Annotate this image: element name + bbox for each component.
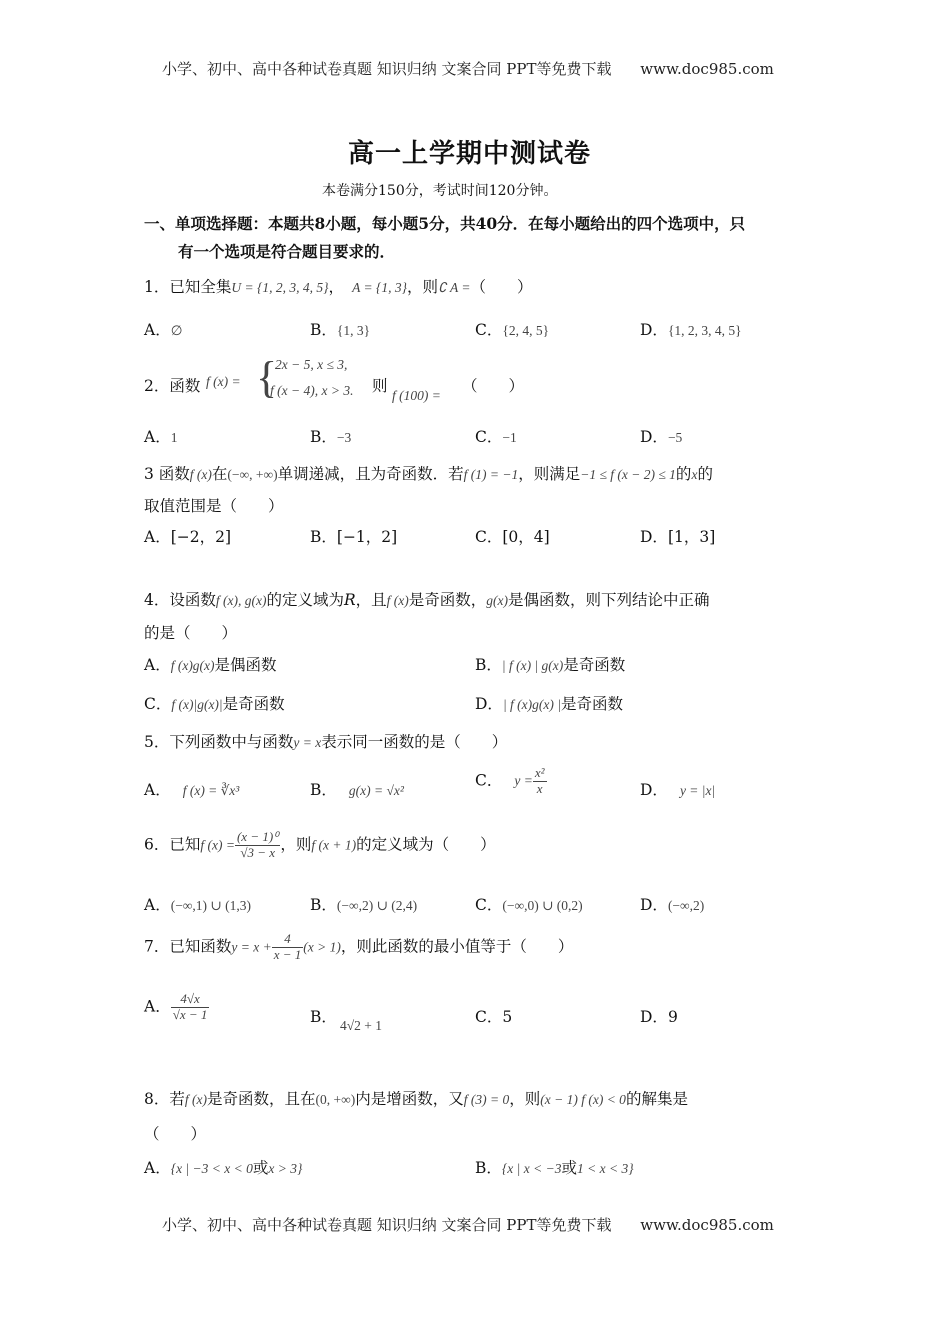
fraction-numerator: 4 bbox=[272, 932, 304, 948]
option-value: (−∞,0) ∪ (0,2) bbox=[502, 898, 583, 913]
option-label: B． bbox=[310, 781, 337, 799]
q4-option-b[interactable] bbox=[475, 653, 625, 675]
q1-complement: ∁ A = bbox=[438, 280, 471, 295]
option-label: D． bbox=[640, 1008, 668, 1026]
q4-t3: 是奇函数， bbox=[408, 591, 487, 609]
option-text: 是偶函数 bbox=[214, 656, 277, 674]
option-label: C． bbox=[475, 428, 503, 446]
q7-option-b[interactable] bbox=[310, 1005, 337, 1027]
option-label: B． bbox=[310, 528, 337, 546]
q6-f1: f (x + 1) bbox=[311, 837, 357, 853]
q2-option-a[interactable] bbox=[144, 425, 177, 447]
q4-t4: 是偶函数，则下列结论中正确 bbox=[508, 591, 710, 609]
option-label: C． bbox=[475, 896, 503, 914]
option-label: A． bbox=[144, 321, 171, 339]
option-label: A． bbox=[144, 656, 171, 674]
q8-interval: (0, +∞) bbox=[315, 1092, 356, 1107]
option-label: D． bbox=[640, 428, 668, 446]
q3-t2: 单调递减，且为奇函数．若 bbox=[277, 465, 464, 483]
option-label: A． bbox=[144, 997, 171, 1016]
q1-set-a: A = {1, 3} bbox=[352, 280, 407, 295]
q2-paren: （ ） bbox=[462, 377, 525, 395]
option-math: f (x)g(x) bbox=[170, 658, 215, 673]
q5-option-d[interactable] bbox=[640, 778, 715, 800]
option-value: (−∞,1) ∪ (1,3) bbox=[170, 898, 251, 913]
q6-fraction bbox=[235, 830, 280, 861]
q8-f: f (x) bbox=[184, 1092, 207, 1107]
q7-prefix: 7．已知函数 bbox=[144, 937, 232, 956]
q3-t5: 的 bbox=[697, 465, 713, 483]
q5-option-c-fraction bbox=[533, 766, 547, 797]
q8-t3: ，则 bbox=[509, 1090, 541, 1108]
option-label: A． bbox=[144, 781, 171, 799]
q3-fx: f (x) bbox=[189, 467, 212, 482]
question-8 bbox=[144, 1087, 688, 1109]
question-1 bbox=[144, 275, 532, 297]
fraction-denominator: x − 1 bbox=[273, 946, 302, 962]
option-text: 是奇函数 bbox=[222, 695, 285, 713]
fraction-denominator: √x − 1 bbox=[172, 1006, 208, 1022]
q1-sep: ， bbox=[328, 278, 345, 296]
q2-option-c[interactable] bbox=[475, 425, 517, 447]
page-title: 高一上学期中测试卷 bbox=[348, 139, 592, 169]
q7-cond: (x > 1) bbox=[303, 939, 341, 955]
option-label: D． bbox=[640, 321, 668, 339]
option-label: D． bbox=[640, 528, 668, 546]
q2-case2: f (x − 4), x > 3. bbox=[270, 383, 354, 398]
option-value: 5 bbox=[502, 1008, 513, 1026]
q2-option-b[interactable] bbox=[310, 425, 351, 447]
q8-option-b[interactable] bbox=[475, 1156, 634, 1178]
q3-prefix: 3 函数 bbox=[144, 465, 190, 483]
q2-case1: 2x − 5, x ≤ 3, bbox=[275, 357, 348, 372]
option-label: C． bbox=[144, 695, 172, 713]
q8-prefix: 8．若 bbox=[144, 1090, 185, 1108]
q4-f: f (x) bbox=[386, 593, 409, 608]
option-math: y = |x| bbox=[679, 783, 716, 798]
q1-paren: （ ） bbox=[470, 278, 533, 296]
q1-option-a[interactable] bbox=[144, 318, 182, 340]
q6-prefix: 6．已知 bbox=[144, 835, 201, 854]
page-footer bbox=[162, 1214, 774, 1235]
q3-option-a[interactable] bbox=[144, 525, 231, 547]
footer-site-link[interactable]: www.doc985.com bbox=[640, 1216, 774, 1234]
option-label: D． bbox=[475, 695, 503, 713]
q6-lhs: f (x) = bbox=[200, 837, 235, 853]
option-math: | f (x) | g(x) bbox=[501, 658, 564, 673]
q8-t4: 的解集是 bbox=[625, 1090, 688, 1108]
q7-t1: ，则此函数的最小值等于（ ） bbox=[340, 937, 574, 956]
option-math: {x | −3 < x < 0 bbox=[170, 1161, 253, 1176]
fraction-numerator: (x − 1)⁰ bbox=[236, 829, 279, 844]
option-or: 或 bbox=[252, 1159, 269, 1177]
fraction-denominator: √3 − x bbox=[240, 844, 276, 860]
option-text: 是奇函数 bbox=[560, 695, 623, 713]
q2-f100: f (100) = bbox=[392, 388, 441, 403]
q8-line2: （ ） bbox=[144, 1125, 207, 1143]
q1-then: ，则 bbox=[406, 278, 438, 296]
q3-cond: f (1) = −1 bbox=[463, 467, 519, 482]
q4-option-d[interactable] bbox=[475, 692, 623, 714]
fraction-numerator: 4√x bbox=[171, 992, 210, 1008]
q3-t1: 在 bbox=[211, 465, 228, 483]
fraction-numerator: x² bbox=[534, 765, 545, 780]
q5-prefix: 5．下列函数中与函数 bbox=[144, 733, 294, 751]
q4-t2: ，且 bbox=[355, 591, 387, 609]
page-subtitle: 本卷满分150分，考试时间120分钟。 bbox=[322, 183, 558, 199]
option-value: {1, 3} bbox=[336, 323, 371, 338]
q2-brace: { bbox=[256, 353, 278, 402]
option-value: (−∞,2) ∪ (2,4) bbox=[336, 898, 418, 913]
question-6 bbox=[144, 830, 496, 861]
option-math: f (x) = ∛x³ bbox=[182, 783, 240, 798]
q3-option-c[interactable] bbox=[475, 525, 550, 547]
option-value: 1 bbox=[170, 430, 178, 445]
q1-option-b[interactable] bbox=[310, 318, 370, 340]
q8-option-a[interactable] bbox=[144, 1156, 302, 1178]
option-math: 1 < x < 3} bbox=[576, 1161, 634, 1176]
option-label: B． bbox=[310, 428, 337, 446]
q3-option-b[interactable] bbox=[310, 525, 397, 547]
option-value: [−1，2] bbox=[336, 528, 398, 546]
option-label: C． bbox=[475, 771, 503, 790]
option-math: | f (x)g(x) | bbox=[502, 697, 561, 712]
q7-option-c[interactable] bbox=[475, 1005, 512, 1027]
option-label: B． bbox=[475, 1159, 502, 1177]
option-value: {2, 4, 5} bbox=[502, 323, 550, 338]
section-heading-line1: 一、单项选择题：本题共8小题，每小题5分，共40分．在每小题给出的四个选项中，只 bbox=[144, 214, 746, 233]
q2-fx: f (x) = bbox=[206, 374, 241, 389]
q5-yx: y = x bbox=[293, 735, 322, 750]
q4-option-c[interactable] bbox=[144, 692, 285, 714]
header-text: 小学、初中、高中各种试卷真题 知识归纳 文案合同 PPT等免费下载 bbox=[162, 60, 612, 78]
option-math: f (x)|g(x)| bbox=[171, 697, 223, 712]
q2-option-d[interactable] bbox=[640, 425, 682, 447]
q7-option-b-value: 4√2 + 1 bbox=[340, 1018, 383, 1033]
option-label: B． bbox=[475, 656, 502, 674]
q8-ineq: (x − 1) f (x) < 0 bbox=[540, 1092, 626, 1107]
q3-line2: 取值范围是（ ） bbox=[144, 497, 284, 515]
question-7 bbox=[144, 932, 573, 963]
option-label: B． bbox=[310, 321, 337, 339]
q5-t1: 表示同一函数的是（ ） bbox=[321, 733, 508, 751]
q4-g: g(x) bbox=[486, 593, 509, 608]
q7-lhs: y = x + bbox=[231, 939, 272, 955]
option-or: 或 bbox=[561, 1159, 577, 1177]
q3-interval: (−∞, +∞) bbox=[227, 467, 278, 482]
q1-option-d[interactable] bbox=[640, 318, 742, 340]
q7-option-a-fraction bbox=[171, 992, 210, 1023]
option-value: [1，3] bbox=[667, 528, 716, 546]
option-text: 是奇函数 bbox=[563, 656, 626, 674]
q5-option-a[interactable] bbox=[144, 778, 239, 800]
option-math: x > 3} bbox=[268, 1161, 303, 1176]
q6-t1: ，则 bbox=[280, 835, 312, 854]
option-label: C． bbox=[475, 528, 503, 546]
option-value: ∅ bbox=[170, 323, 183, 338]
option-value: {1, 2, 3, 4, 5} bbox=[667, 323, 742, 338]
option-label: B． bbox=[310, 896, 337, 914]
q4-fg: f (x), g(x) bbox=[215, 593, 267, 608]
footer-text: 小学、初中、高中各种试卷真题 知识归纳 文案合同 PPT等免费下载 bbox=[162, 1216, 612, 1234]
option-value: [−2，2] bbox=[170, 528, 232, 546]
option-label: C． bbox=[475, 1008, 503, 1026]
q6-option-b[interactable] bbox=[310, 893, 417, 915]
question-5 bbox=[144, 730, 507, 752]
section-heading-line2: 有一个选项是符合题目要求的． bbox=[178, 242, 396, 261]
option-math: y = bbox=[514, 773, 533, 789]
q7-fraction bbox=[272, 932, 304, 963]
q2-prefix: 2．函数 bbox=[144, 377, 201, 395]
q6-option-c[interactable] bbox=[475, 893, 583, 915]
q5-option-b[interactable] bbox=[310, 778, 404, 800]
q3-t3: ，则满足 bbox=[518, 465, 581, 483]
option-label: A． bbox=[144, 896, 171, 914]
q8-f3: f (3) = 0 bbox=[463, 1092, 510, 1107]
option-value: [0，4] bbox=[502, 528, 550, 546]
option-label: A． bbox=[144, 428, 171, 446]
option-label: A． bbox=[144, 528, 171, 546]
option-label: C． bbox=[475, 321, 503, 339]
header-site-link[interactable]: www.doc985.com bbox=[640, 60, 774, 78]
option-value: (−∞,2) bbox=[667, 898, 705, 913]
q1-set-u: U = {1, 2, 3, 4, 5} bbox=[231, 280, 329, 295]
option-label: B． bbox=[310, 1008, 337, 1026]
option-label: D． bbox=[640, 896, 668, 914]
q8-t2: 内是增函数，又 bbox=[355, 1090, 464, 1108]
question-3 bbox=[144, 462, 713, 484]
page-header bbox=[162, 58, 774, 79]
q3-t4: 的 bbox=[675, 465, 692, 483]
fraction-denominator: x bbox=[536, 780, 543, 796]
q1-option-c[interactable] bbox=[475, 318, 549, 340]
option-math: g(x) = √x² bbox=[348, 783, 404, 798]
q3-option-d[interactable] bbox=[640, 525, 715, 547]
option-label: A． bbox=[144, 1159, 171, 1177]
q6-option-d[interactable] bbox=[640, 893, 704, 915]
q3-ineq: −1 ≤ f (x − 2) ≤ 1 bbox=[580, 467, 676, 482]
q4-prefix: 4．设函数 bbox=[144, 591, 216, 609]
option-value: −1 bbox=[502, 430, 517, 445]
q6-t2: 的定义域为（ ） bbox=[356, 835, 496, 854]
option-math: {x | x < −3 bbox=[501, 1161, 562, 1176]
q3-x: x bbox=[691, 467, 698, 482]
option-value: −5 bbox=[667, 430, 683, 445]
q7-option-a[interactable] bbox=[144, 992, 209, 1023]
q4-line2: 的是（ ） bbox=[144, 624, 238, 642]
q1-prefix: 1．已知全集 bbox=[144, 278, 232, 296]
q7-option-d[interactable] bbox=[640, 1005, 678, 1027]
q4-option-a[interactable] bbox=[144, 653, 277, 675]
q2-then: 则 bbox=[372, 377, 388, 395]
option-value: −3 bbox=[336, 430, 352, 445]
question-4 bbox=[144, 588, 710, 610]
q4-t1: 的定义域为 bbox=[266, 591, 344, 609]
q5-option-c[interactable] bbox=[475, 766, 547, 797]
q4-r: R bbox=[343, 591, 356, 609]
q6-option-a[interactable] bbox=[144, 893, 251, 915]
q8-t1: 是奇函数，且在 bbox=[206, 1090, 316, 1108]
option-label: D． bbox=[640, 781, 668, 799]
option-value: 9 bbox=[667, 1008, 678, 1026]
